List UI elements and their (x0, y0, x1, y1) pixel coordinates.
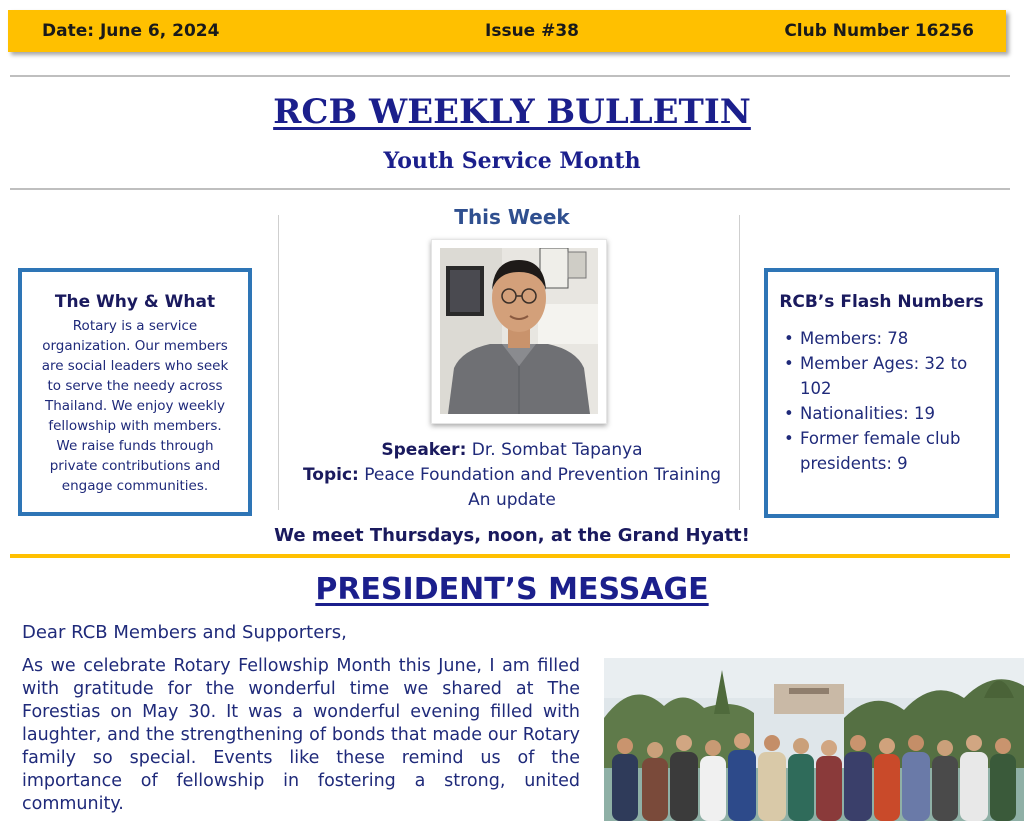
flash-item-members: • Members: 78 (784, 326, 995, 351)
why-what-heading: The Why & What (54, 292, 216, 312)
flash-numbers-box (764, 268, 999, 518)
group-photo-image (604, 658, 1024, 821)
speaker-name: Dr. Sombat Tapanya (466, 440, 643, 460)
topic-subtitle: An update (468, 490, 556, 510)
topic-label: Topic: (302, 465, 359, 485)
flash-item-female-presidents: • Former female club presidents: 9 (784, 426, 995, 476)
flash-numbers-list (768, 326, 995, 476)
presidents-message-text: As we celebrate Rotary Fellowship Month this June, I am filled with gratitude for the wonderful time we shared at The Forestias on May 30. It was a wonderful evening filled with laughter, and the strengthening of bonds that made our Rotary family so special. Events like these remind us of the importance of fellowship in fostering a strong, united community. (22, 656, 580, 814)
topic-title: Peace Foundation and Prevention Training (358, 465, 722, 485)
title-divider (10, 188, 1010, 190)
flash-item-ages: • Member Ages: 32 to 102 (784, 351, 995, 401)
flash-item-nationalities: • Nationalities: 19 (784, 401, 995, 426)
presidents-greeting: Dear RCB Members and Supporters, (22, 622, 347, 643)
why-what-text: Rotary is a service organization. Our members are social leaders who seek to serve the needy across Thailand. We enjoy weekly fellowship with members. We raise funds through private contributions and engage communities. (41, 318, 229, 494)
gold-divider (10, 554, 1010, 558)
bulletin-title: RCB WEEKLY BULLETIN (273, 92, 751, 132)
club-number: Club Number 16256 (784, 21, 974, 41)
speaker-label: Speaker: (381, 440, 467, 460)
bulletin-subtitle: Youth Service Month (383, 148, 641, 174)
issue-number: Issue #38 (485, 21, 580, 41)
meeting-info: We meet Thursdays, noon, at the Grand Hyatt! (274, 525, 750, 546)
flash-numbers-heading: RCB’s Flash Numbers (779, 292, 984, 312)
issue-date: Date: June 6, 2024 (42, 21, 220, 41)
group-photo (604, 658, 1024, 821)
speaker-portrait (440, 248, 598, 414)
header-bar (8, 10, 1006, 52)
this-week-heading: This Week (454, 205, 570, 229)
top-divider (10, 75, 1010, 77)
presidents-message-heading: PRESIDENT’S MESSAGE (315, 572, 709, 607)
speaker-photo (431, 239, 607, 424)
